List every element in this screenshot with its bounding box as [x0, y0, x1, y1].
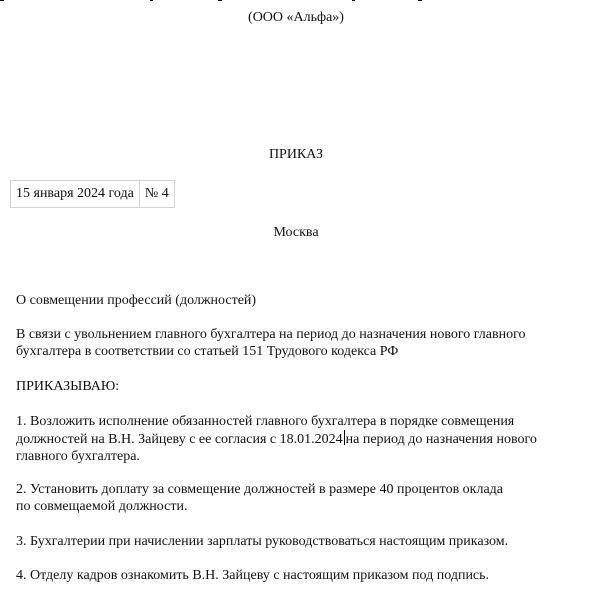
order-word: ПРИКАЗЫВАЮ: [16, 379, 120, 394]
cropped-text-remnant [0, 0, 592, 2]
order-city: Москва [273, 225, 319, 240]
preamble-line: В связи с увольнением главного бухгалтера на период до назначения нового главного [16, 327, 526, 342]
item-line: 2. Установить доплату за совмещение должностей в размере 40 процентов оклада [16, 482, 504, 497]
item-line: по совмещаемой должности. [16, 499, 188, 514]
order-item-1 [16, 413, 586, 465]
item-line [16, 430, 586, 448]
order-item-2 [16, 481, 586, 515]
order-date: 15 января 2024 года [11, 181, 140, 208]
order-subject: О совмещении профессий (должностей) [16, 293, 257, 308]
date-number-table [10, 180, 175, 208]
order-item-4: 4. Отделу кадров ознакомить В.Н. Зайцеву с настоящим приказом под подпись. [16, 568, 490, 583]
organization-name: (ООО «Альфа») [248, 10, 344, 25]
text-cursor [344, 430, 345, 445]
preamble [16, 326, 586, 360]
document-title: ПРИКАЗ [268, 147, 324, 162]
item-line: главного бухгалтера. [16, 449, 140, 464]
item-line: 1. Возложить исполнение обязанностей главного бухгалтера в порядке совмещения [16, 414, 515, 429]
preamble-line: бухгалтера в соответствии со статьей 151 Трудового кодекса РФ [16, 344, 399, 359]
item-text: на период до назначения нового [345, 432, 537, 447]
order-number: № 4 [139, 181, 174, 208]
order-item-3: 3. Бухгалтерии при начислении зарплаты руководствоваться настоящим приказом. [16, 534, 509, 549]
item-text: должностей на В.Н. Зайцеву с ее согласия с 18.01.2024 [16, 432, 343, 447]
